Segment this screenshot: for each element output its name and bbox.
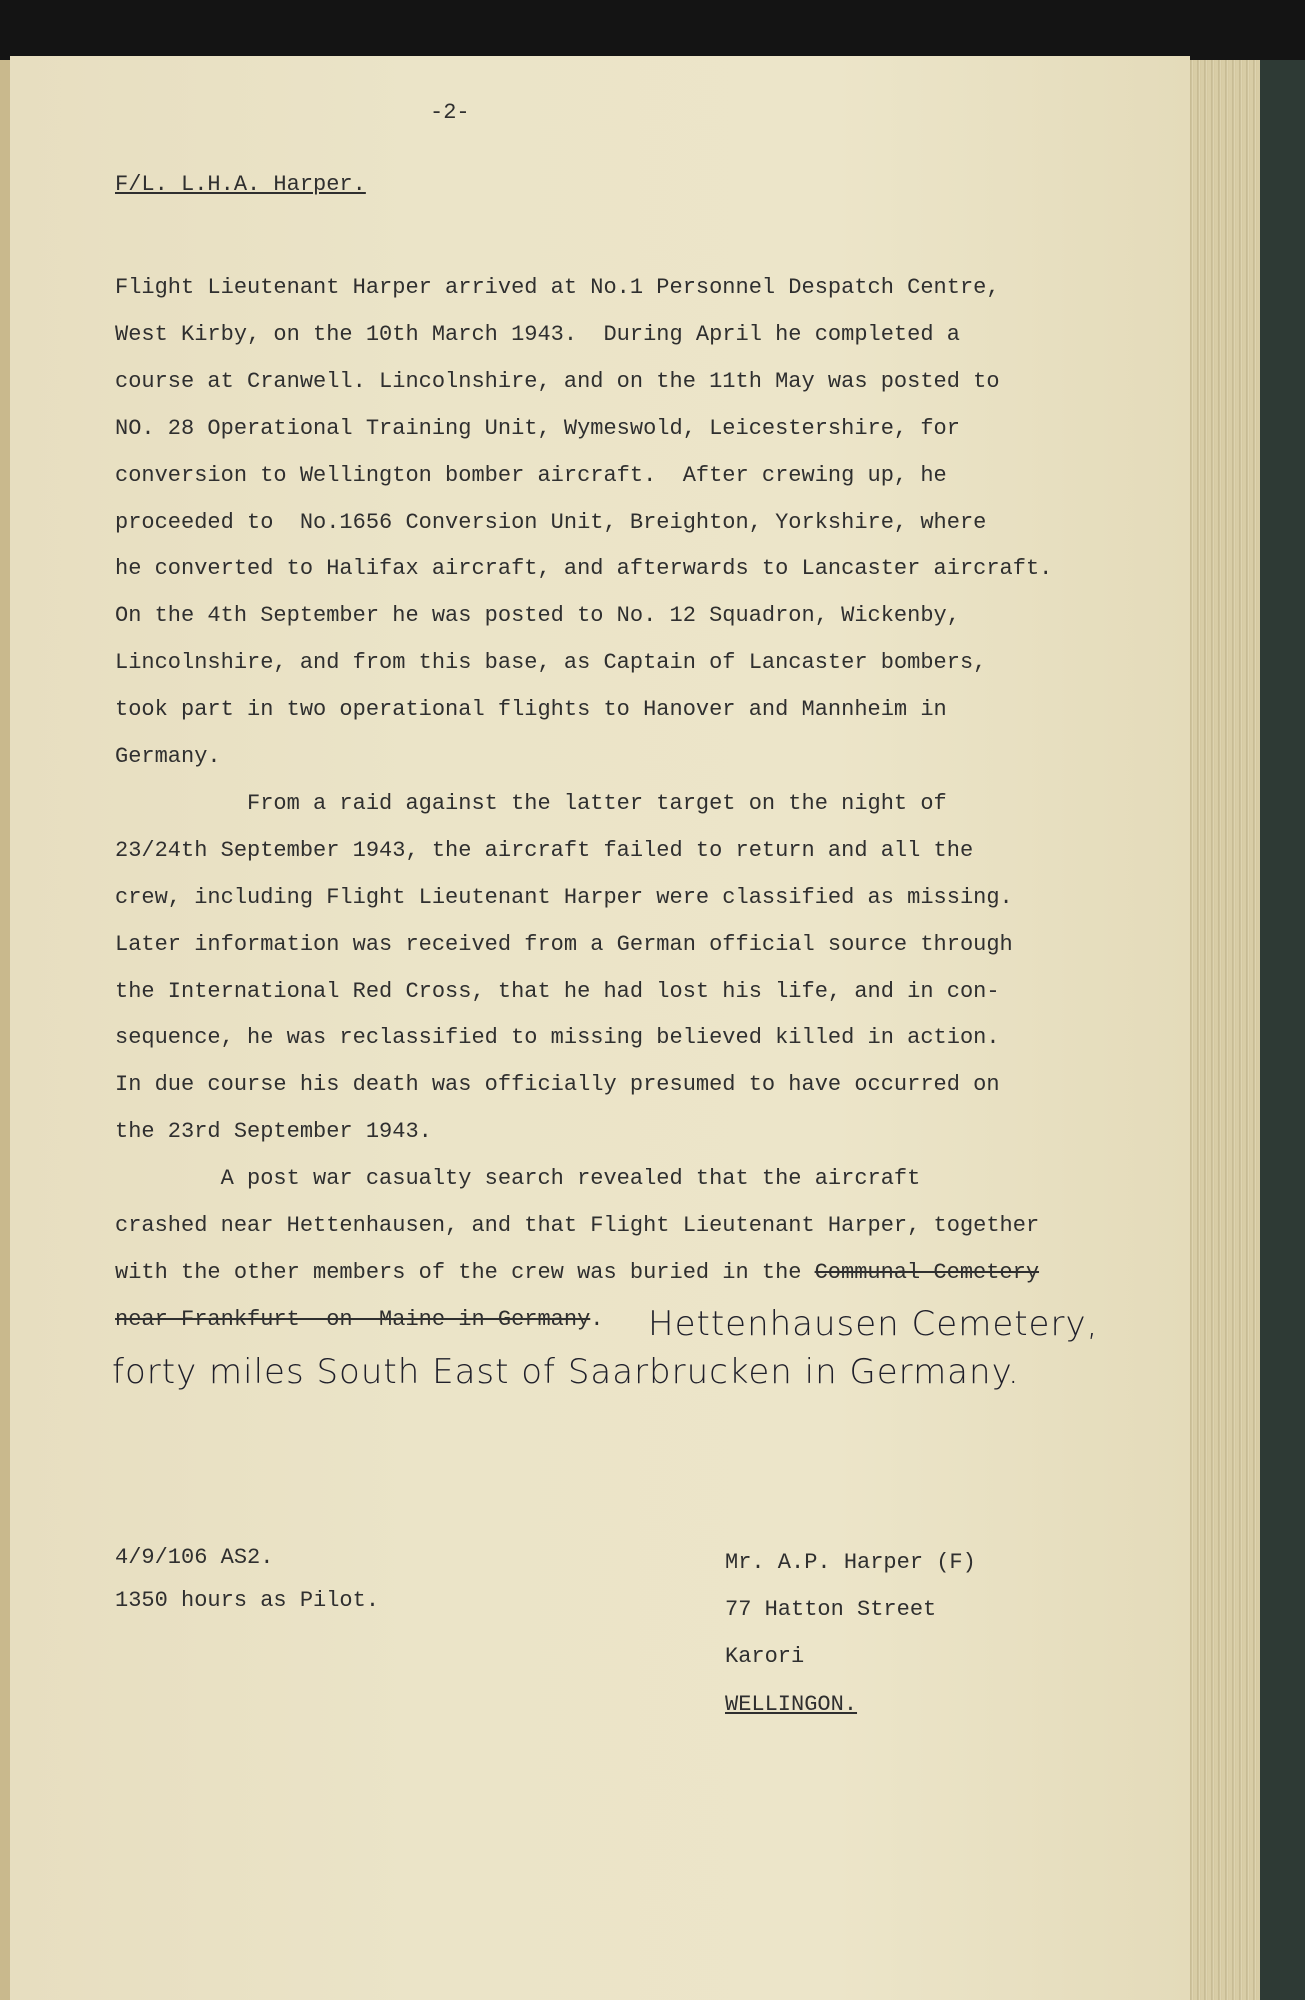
book-cover <box>1260 60 1305 2000</box>
pilot-hours: 1350 hours as Pilot. <box>115 1588 380 1613</box>
body-line: Later information was received from a German official source through <box>115 931 1013 957</box>
body-line: course at Cranwell. Lincolnshire, and on the 11th May was posted to <box>115 368 1000 394</box>
address-city: WELLINGON. <box>725 1692 858 1717</box>
heading: F/L. L.H.A. Harper. <box>115 172 366 197</box>
body-line: On the 4th September he was posted to No. 12 Squadron, Wickenby, <box>115 603 960 629</box>
reference-number: 4/9/106 AS2. <box>115 1545 274 1570</box>
body-punctuation: . <box>590 1306 604 1332</box>
body-line: From a raid against the latter target on the night of <box>115 790 947 816</box>
page-number: -2- <box>430 100 470 125</box>
body-line: took part in two operational flights to Hanover and Mannheim in <box>115 697 947 723</box>
body-line: West Kirby, on the 10th March 1943. During April he completed a <box>115 321 960 347</box>
body-line: A post war casualty search revealed that the aircraft <box>115 1166 921 1192</box>
address-street: 77 Hatton Street <box>725 1597 937 1622</box>
body-line: the 23rd September 1943. <box>115 1119 432 1145</box>
body-line: Germany. <box>115 744 221 769</box>
address-name: Mr. A.P. Harper (F) <box>725 1550 976 1575</box>
body-line: Flight Lieutenant Harper arrived at No.1 Personnel Despatch Centre, <box>115 275 1000 300</box>
handwritten-line-1: Hettenhausen Cemetery, <box>648 1304 1099 1344</box>
body-line: In due course his death was officially presumed to have occurred on <box>115 1072 1000 1098</box>
body-line: crashed near Hettenhausen, and that Flight Lieutenant Harper, together <box>115 1213 1040 1238</box>
body-line: conversion to Wellington bomber aircraft. After crewing up, he <box>115 462 947 488</box>
body-line: with the other members of the crew was buried in the <box>115 1259 815 1285</box>
body-line: the International Red Cross, that he had lost his life, and in con- <box>115 978 1000 1004</box>
struck-text: near Frankfurt -on- Maine in Germany <box>115 1306 591 1332</box>
handwritten-line-2: forty miles South East of Saarbrucken in Germany. <box>112 1352 1020 1392</box>
body-line: he converted to Halifax aircraft, and afterwards to Lancaster aircraft. <box>115 556 1053 582</box>
body-line: proceeded to No.1656 Conversion Unit, Breighton, Yorkshire, where <box>115 509 987 535</box>
body-line: sequence, he was reclassified to missing believed killed in action. <box>115 1025 1000 1051</box>
body-line: NO. 28 Operational Training Unit, Wymeswold, Leicestershire, for <box>115 415 960 441</box>
body-line: Lincolnshire, and from this base, as Captain of Lancaster bombers, <box>115 650 987 676</box>
struck-text: Communal Cemetery <box>814 1259 1040 1285</box>
body-line: 23/24th September 1943, the aircraft failed to return and all the <box>115 837 974 863</box>
body-line: crew, including Flight Lieutenant Harper were classified as missing. <box>115 884 1013 910</box>
address-suburb: Karori <box>725 1644 805 1669</box>
